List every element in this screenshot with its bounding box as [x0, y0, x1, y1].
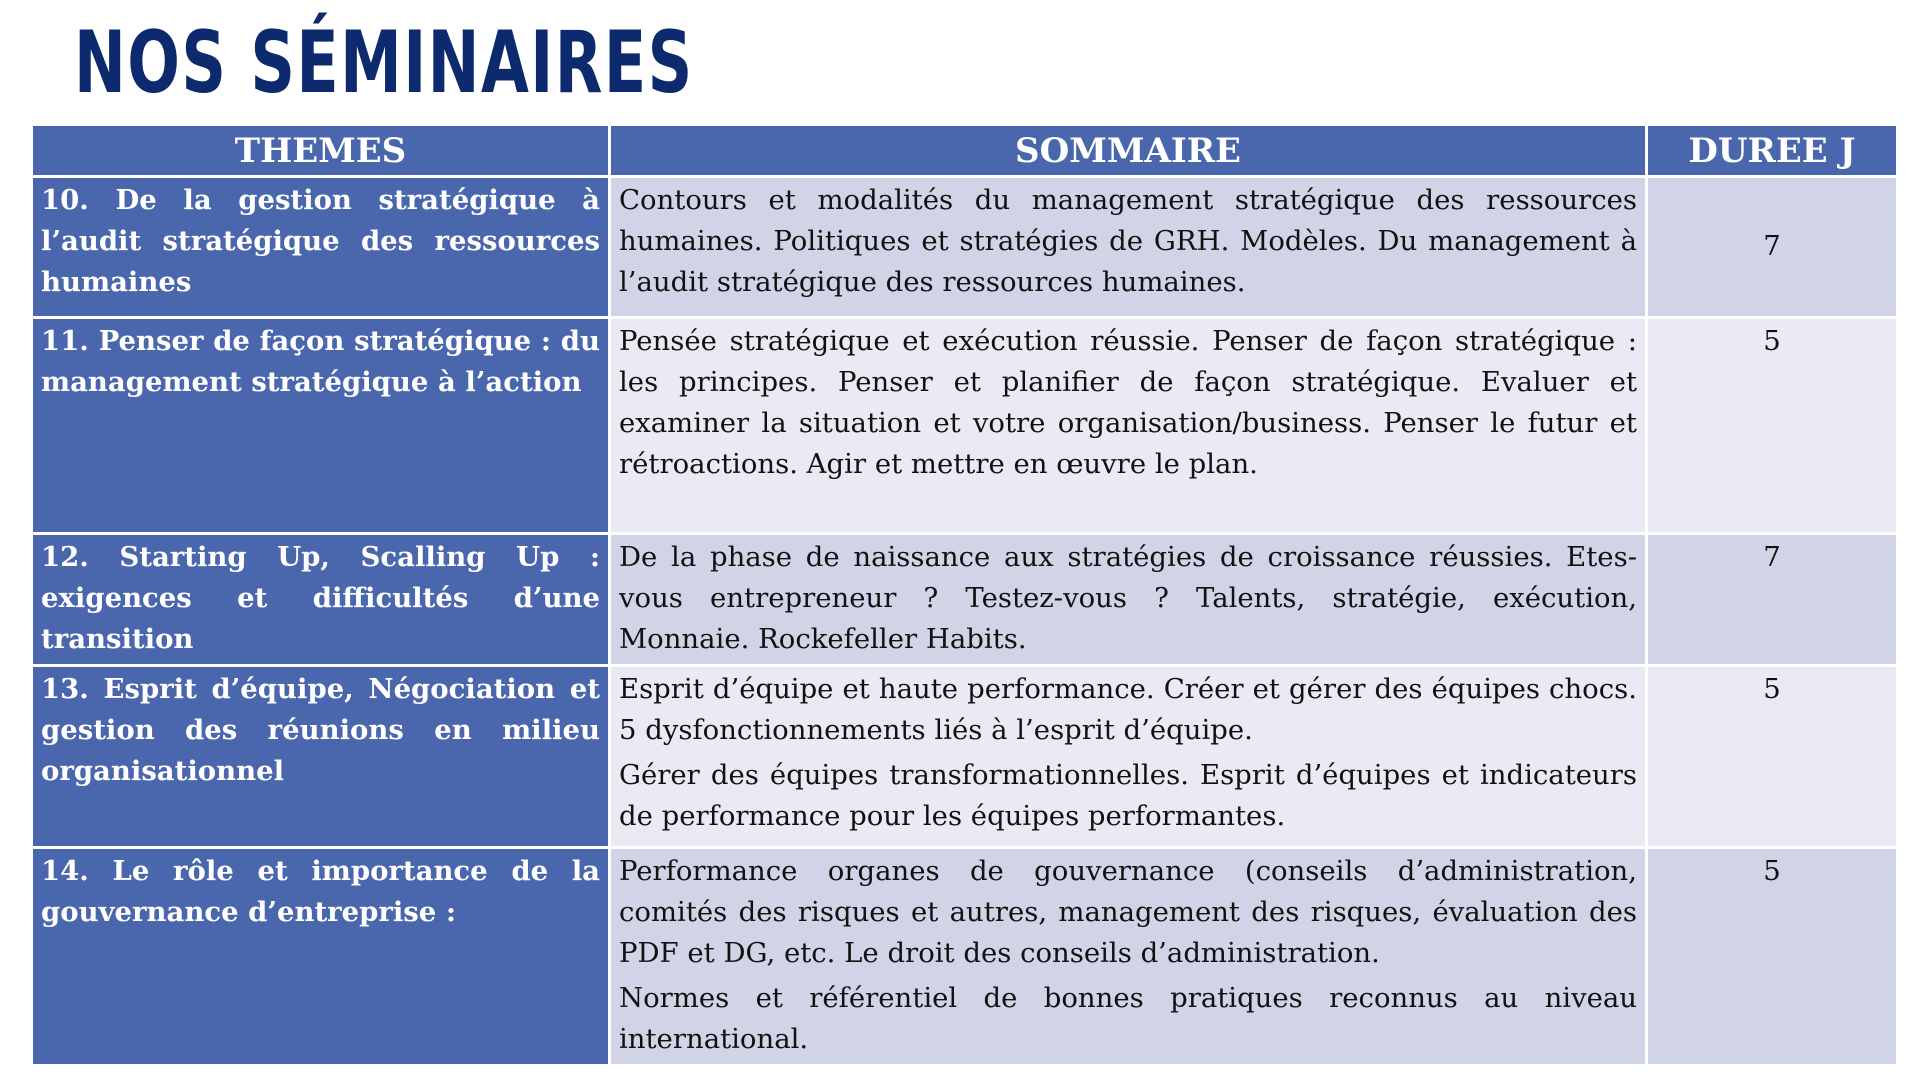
page-title: NOS SÉMINAIRES: [74, 13, 694, 113]
header-sommaire: SOMMAIRE: [610, 125, 1647, 177]
theme-number: 12.: [41, 541, 89, 573]
theme-cell: [32, 177, 610, 318]
theme-label: De la gestion stratégique à l’audit stratégique des ressources humaines: [41, 184, 600, 298]
summary-paragraph: Gérer des équipes transformationnelles. Esprit d’équipes et indicateurs de performance pour les équipes performantes.: [619, 759, 1637, 832]
duration-cell: 5: [1647, 318, 1898, 534]
duration-cell: 5: [1647, 666, 1898, 848]
summary-paragraph: Esprit d’équipe et haute performance. Créer et gérer des équipes chocs. 5 dysfonctionnements liés à l’esprit d’équipe.: [619, 673, 1637, 746]
summary-cell: [610, 848, 1647, 1066]
table-row: [32, 848, 1898, 1066]
table-row: [32, 666, 1898, 848]
summary-paragraph: Normes et référentiel de bonnes pratiques reconnus au niveau international.: [619, 982, 1637, 1055]
table-row: [32, 177, 1898, 318]
seminars-table: [30, 123, 1899, 1067]
table-header-row: [32, 125, 1898, 177]
summary-paragraph: De la phase de naissance aux stratégies de croissance réussies. Etes-vous entrepreneur ? Testez-vous ? Talents, stratégie, exécution, Monnaie. Rockefeller Habits.: [619, 541, 1637, 655]
theme-number: 10.: [41, 184, 89, 216]
theme-cell: [32, 534, 610, 666]
summary-cell: [610, 318, 1647, 534]
theme-label: Penser de façon stratégique : du management stratégique à l’action: [41, 325, 601, 398]
header-themes: THEMES: [32, 125, 610, 177]
summary-paragraph: Performance organes de gouvernance (conseils d’administration, comités des risques et autres, management des risques, évaluation des PDF et DG, etc. Le droit des conseils d’administration.: [619, 855, 1637, 969]
summary-paragraph: Contours et modalités du management stratégique des ressources humaines. Politiques et stratégies de GRH. Modèles. Du management à l’audit stratégique des ressources humaines.: [619, 184, 1637, 298]
summary-cell: [610, 666, 1647, 848]
summary-cell: [610, 534, 1647, 666]
theme-label: Esprit d’équipe, Négociation et gestion des réunions en milieu organisationnel: [41, 673, 600, 787]
theme-label: Le rôle et importance de la gouvernance d’entreprise :: [41, 855, 600, 928]
summary-paragraph: Pensée stratégique et exécution réussie. Penser de façon stratégique : les principes. Penser et planifier de façon stratégique. Evaluer et examiner la situation et votre organisation/business. Penser le futur et rétroactions. Agir et mettre en œuvre le plan.: [619, 325, 1637, 480]
header-duree: DUREE J: [1647, 125, 1898, 177]
theme-number: 13.: [41, 673, 89, 705]
duration-cell: 7: [1647, 534, 1898, 666]
theme-cell: [32, 848, 610, 1066]
theme-cell: [32, 318, 610, 534]
duration-cell: 5: [1647, 848, 1898, 1066]
table-row: [32, 318, 1898, 534]
duration-cell: 7: [1647, 177, 1898, 318]
theme-label: Starting Up, Scalling Up : exigences et difficultés d’une transition: [41, 541, 600, 655]
theme-number: 11.: [41, 325, 89, 357]
theme-cell: [32, 666, 610, 848]
table-row: [32, 534, 1898, 666]
summary-cell: [610, 177, 1647, 318]
theme-number: 14.: [41, 855, 89, 887]
